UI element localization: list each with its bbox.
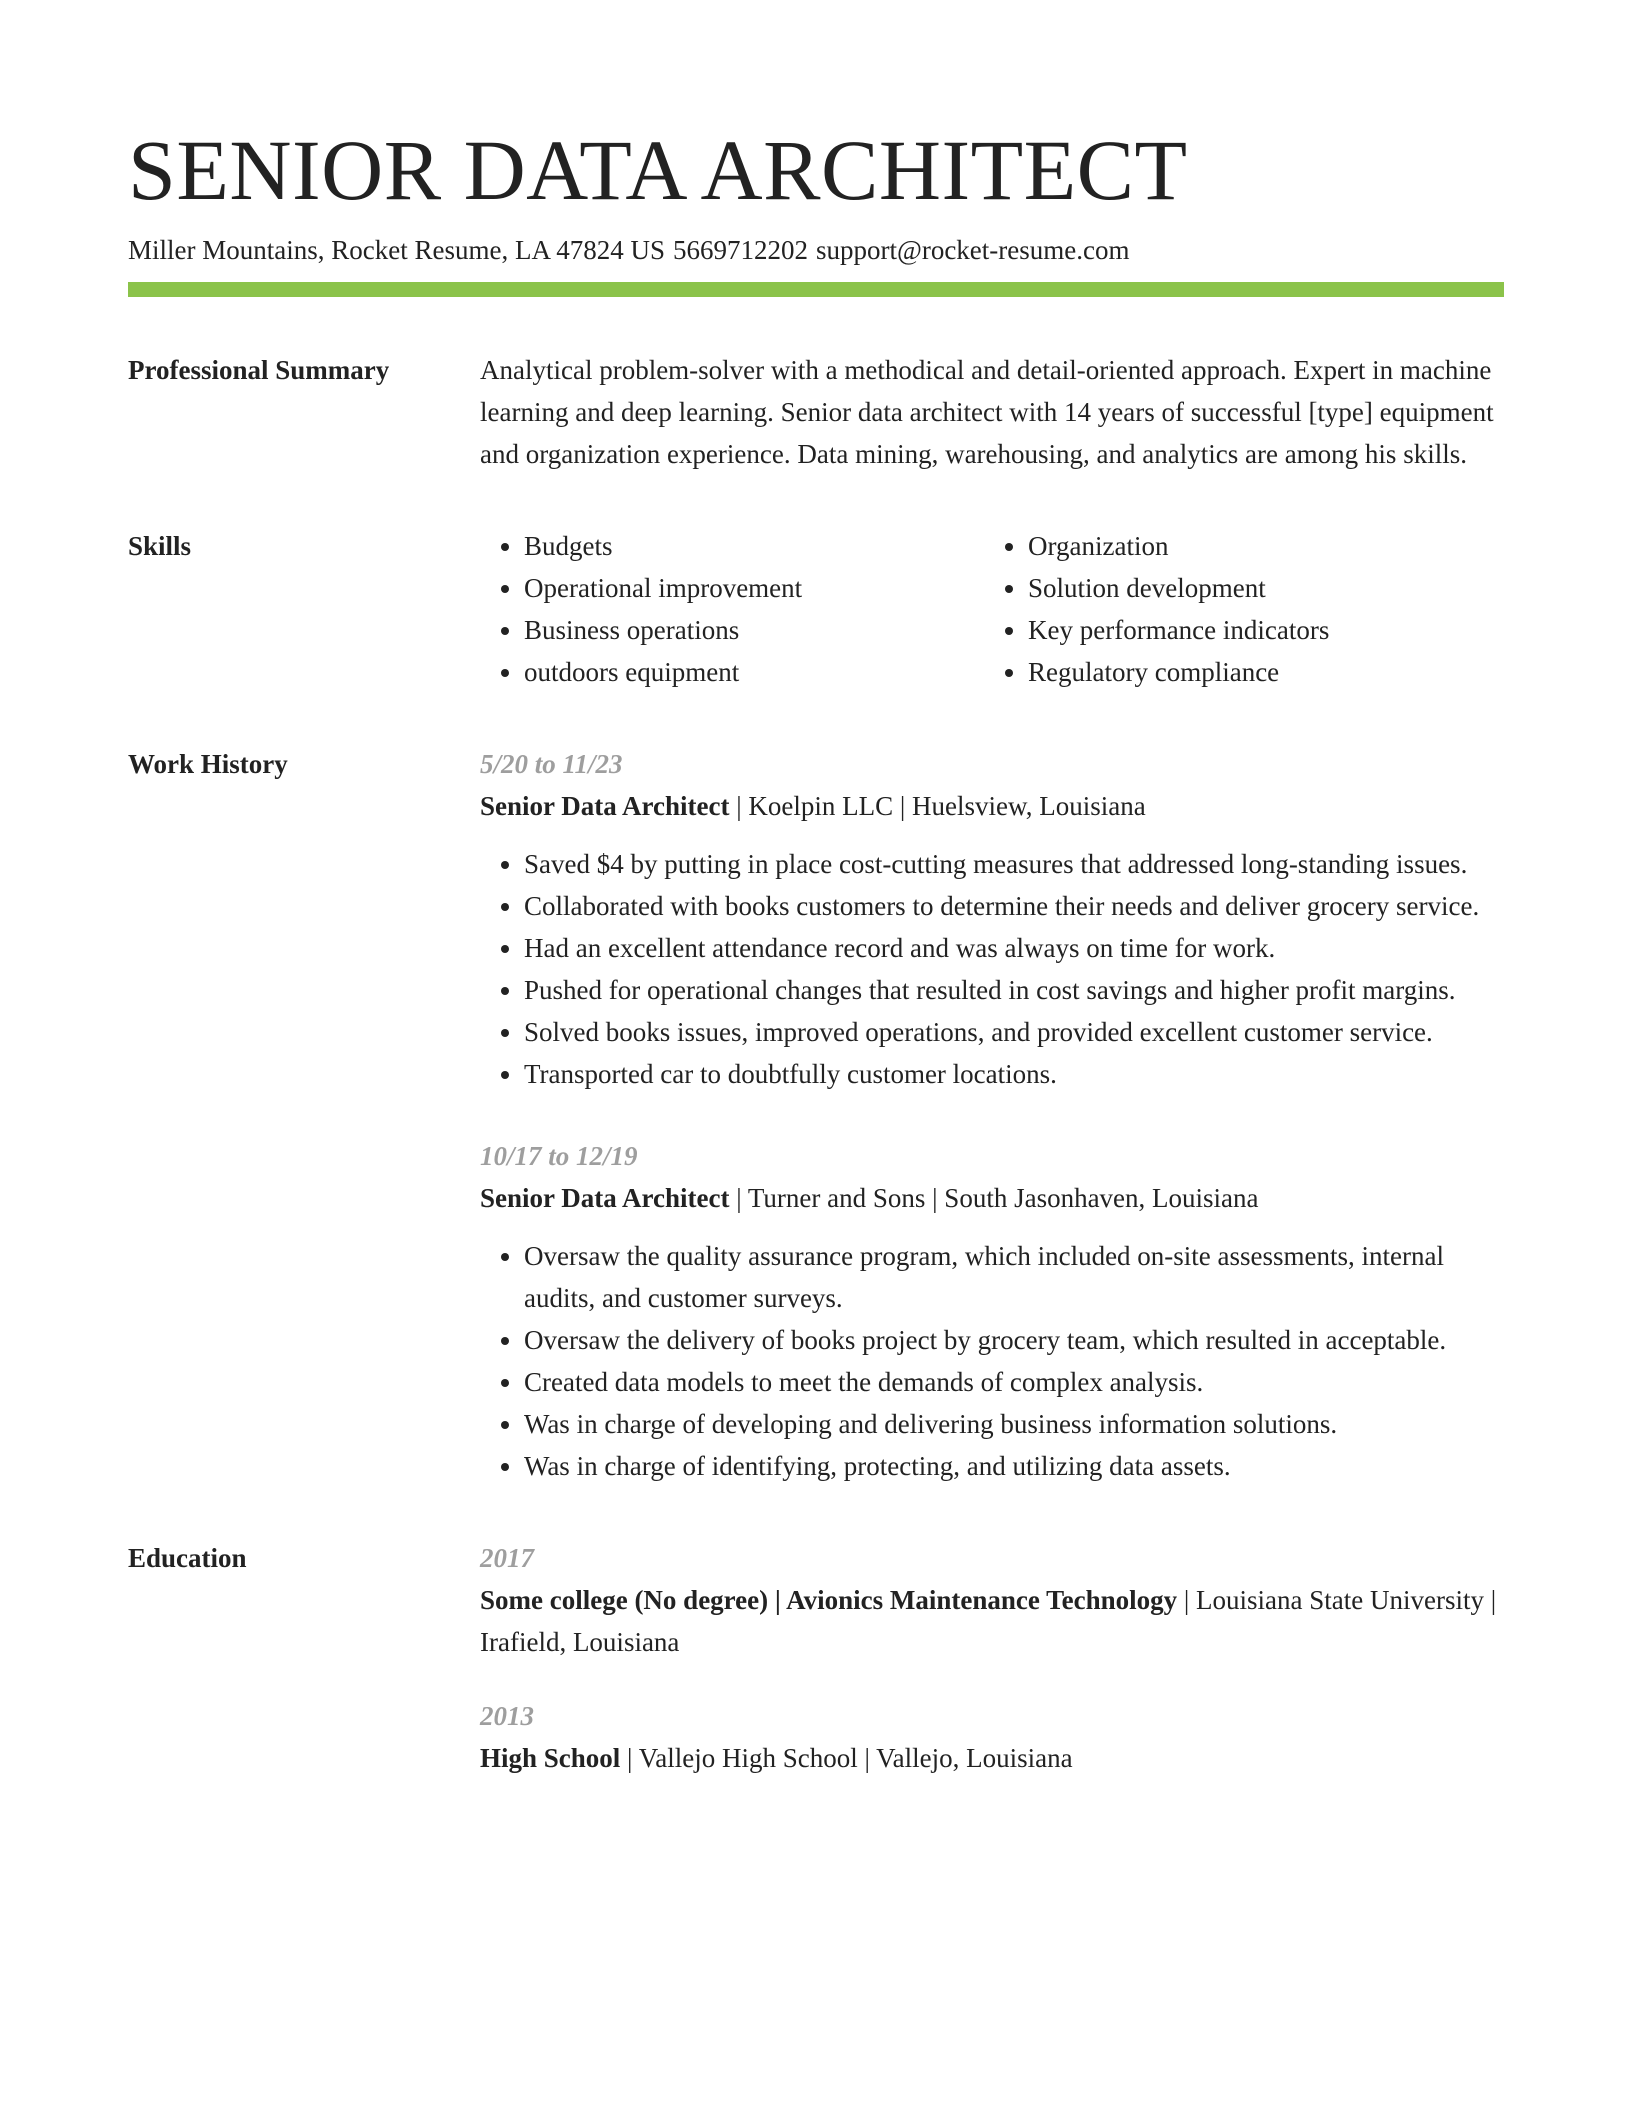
education-degree: Some college (No degree) | Avionics Maintenance Technology xyxy=(480,1585,1178,1615)
education-year: 2017 xyxy=(480,1543,534,1573)
education-degree: High School xyxy=(480,1743,621,1773)
skill-item: • Budgets xyxy=(524,525,984,567)
work-role-line xyxy=(480,1177,1504,1219)
accent-divider xyxy=(128,282,1504,297)
work-bullet: • Had an excellent attendance record and was always on time for work. xyxy=(524,927,1504,969)
education-line xyxy=(480,1737,1504,1779)
work-bullet: • Oversaw the quality assurance program, which included on-site assessments, internal audits, and customer surveys. xyxy=(524,1235,1504,1319)
work-title: Senior Data Architect xyxy=(480,1183,730,1213)
contact-phone: 5669712202 xyxy=(672,235,808,265)
work-bullet: • Created data models to meet the demands of complex analysis. xyxy=(524,1361,1504,1403)
work-dates: 5/20 to 11/23 xyxy=(480,749,623,779)
education-year: 2013 xyxy=(480,1701,534,1731)
skill-item: • Operational improvement xyxy=(524,567,984,609)
contact-address: Miller Mountains, Rocket Resume, LA 47824 US xyxy=(128,235,665,265)
education-entry xyxy=(480,1537,1504,1663)
skills-section xyxy=(128,525,1504,693)
skill-item: • Organization xyxy=(1028,525,1488,567)
work-bullet: • Solved books issues, improved operations, and provided excellent customer service. xyxy=(524,1011,1504,1053)
skill-item: • Key performance indicators xyxy=(1028,609,1488,651)
work-bullets xyxy=(480,843,1504,1095)
work-title: Senior Data Architect xyxy=(480,791,730,821)
summary-section xyxy=(128,349,1504,475)
skill-item: • Business operations xyxy=(524,609,984,651)
work-bullet: • Was in charge of identifying, protecting, and utilizing data assets. xyxy=(524,1445,1504,1487)
work-entry xyxy=(480,1135,1504,1487)
work-bullet: • Saved $4 by putting in place cost-cutting measures that addressed long-standing issues. xyxy=(524,843,1504,885)
skills-column-left xyxy=(480,525,984,693)
education-section xyxy=(128,1537,1504,1779)
work-role-line xyxy=(480,785,1504,827)
page-title: SENIOR DATA ARCHITECT xyxy=(128,122,1188,218)
work-bullet: • Oversaw the delivery of books project by grocery team, which resulted in acceptable. xyxy=(524,1319,1504,1361)
education-details: | Louisiana State University | Irafield, Louisiana xyxy=(480,1585,1497,1657)
work-entry xyxy=(480,743,1504,1095)
work-bullet: • Transported car to doubtfully customer locations. xyxy=(524,1053,1504,1095)
skills-list xyxy=(480,525,1504,693)
section-label-summary: Professional Summary xyxy=(128,355,390,385)
section-label-work: Work History xyxy=(128,749,288,779)
work-details: | Turner and Sons | South Jasonhaven, Louisiana xyxy=(729,1183,1259,1213)
work-section xyxy=(128,743,1504,1487)
section-label-education: Education xyxy=(128,1543,247,1573)
skill-item: • Solution development xyxy=(1028,567,1488,609)
education-details: | Vallejo High School | Vallejo, Louisiana xyxy=(620,1743,1073,1773)
work-bullets xyxy=(480,1235,1504,1487)
work-bullet: • Pushed for operational changes that resulted in cost savings and higher profit margins. xyxy=(524,969,1504,1011)
work-bullet: • Collaborated with books customers to determine their needs and deliver grocery service. xyxy=(524,885,1504,927)
skill-item: • Regulatory compliance xyxy=(1028,651,1488,693)
work-dates: 10/17 to 12/19 xyxy=(480,1141,638,1171)
work-bullet: • Was in charge of developing and delivering business information solutions. xyxy=(524,1403,1504,1445)
section-label-skills: Skills xyxy=(128,531,192,561)
skill-item: • outdoors equipment xyxy=(524,651,984,693)
education-entry xyxy=(480,1695,1504,1779)
contact-email: support@rocket-resume.com xyxy=(815,235,1130,265)
contact-line xyxy=(128,232,1504,268)
skills-column-right xyxy=(984,525,1488,693)
summary-text: Analytical problem-solver with a methodical and detail-oriented approach. Expert in machine learning and deep learning. Senior data architect with 14 years of successful [type] equipment and organization experience. Data mining, warehousing, and analytics are among his skills. xyxy=(480,355,1494,469)
work-details: | Koelpin LLC | Huelsview, Louisiana xyxy=(729,791,1146,821)
education-line xyxy=(480,1579,1504,1663)
